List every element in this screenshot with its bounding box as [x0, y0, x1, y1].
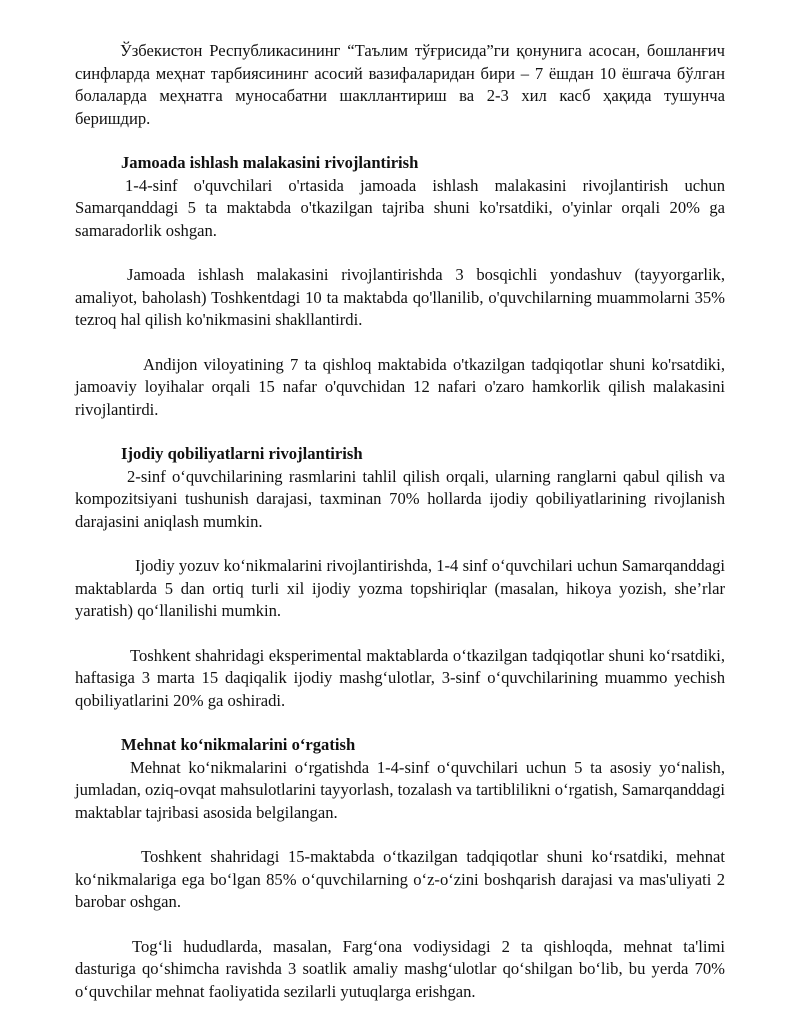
- spacer: [75, 712, 725, 734]
- spacer: [75, 914, 725, 936]
- paragraph: 1-4-sinf o'quvchilari o'rtasida jamoada ishlash malakasini rivojlantirish uchun Samarqanddagi 5 ta maktabda o'tkazilgan tajriba shuni ko'rsatdiki, o'yinlar orqali 20% ga samaradorlik oshgan.: [75, 175, 725, 240]
- section-heading-teamwork: Jamoada ishlash malakasini rivojlantirish: [121, 153, 419, 172]
- document-page: [75, 40, 725, 1003]
- spacer: [75, 332, 725, 354]
- spacer: [75, 130, 725, 152]
- spacer: [75, 421, 725, 443]
- spacer: [75, 533, 725, 555]
- spacer: [75, 242, 725, 264]
- paragraph: Ijodiy yozuv ko‘nikmalarini rivojlantirishda, 1-4 sinf o‘quvchilari uchun Samarqanddagi maktablarda 5 dan ortiq turli xil ijodiy yozma topshiriqlar (masalan, hikoya yozish, she’rlar yaratish) qo‘llanilishi mumkin.: [75, 556, 725, 620]
- section-heading-creativity: Ijodiy qobiliyatlarni rivojlantirish: [121, 444, 363, 463]
- spacer: [75, 824, 725, 846]
- section-heading-labor-skills: Mehnat ko‘nikmalarini o‘rgatish: [121, 735, 356, 754]
- spacer: [75, 623, 725, 645]
- paragraph: Mehnat ko‘nikmalarini o‘rgatishda 1-4-sinf o‘quvchilari uchun 5 ta asosiy yo‘nalish, jumladan, oziq-ovqat mahsulotlarini tayyorlash, tozalash va tartiblilikni o‘rgatish, Samarqanddagi maktablar tajribasi asosida belgilangan.: [75, 757, 725, 822]
- paragraph: Toshkent shahridagi 15-maktabda o‘tkazilgan tadqiqotlar shuni ko‘rsatdiki, mehnat ko‘nikmalariga ega bo‘lgan 85% o‘quvchilarning o‘z-o‘zini boshqarish darajasi va mas'uliyati 2 barobar oshgan.: [75, 847, 725, 911]
- paragraph: Jamoada ishlash malakasini rivojlantirishda 3 bosqichli yondashuv (tayyorgarlik, amaliyot, baholash) Toshkentdagi 10 ta maktabda qo'llanilib, o'quvchilarning muammolarni 35% tezroq hal qilish ko'nikmasini shakllantirdi.: [75, 265, 725, 329]
- paragraph: 2-sinf o‘quvchilarining rasmlarini tahlil qilish orqali, ularning ranglarni qabul qilish va kompozitsiyani tushunish darajasi, taxminan 70% hollarda ijodiy qobiliyatlarining rivojlanish darajasini aniqlash mumkin.: [75, 466, 725, 531]
- paragraph: Toshkent shahridagi eksperimental maktablarda o‘tkazilgan tadqiqotlar shuni ko‘rsatdiki, haftasiga 3 marta 15 daqiqalik ijodiy mashg‘ulotlar, 3-sinf o‘quvchilarining muammo yechish qobiliyatlarini 20% ga oshiradi.: [75, 645, 725, 710]
- paragraph: Tog‘li hududlarda, masalan, Farg‘ona vodiysidagi 2 ta qishloqda, mehnat ta'limi dasturiga qo‘shimcha ravishda 3 soatlik amaliy mashg‘ulotlar qo‘shilgan bo‘lib, bu yerda 70% o‘quvchilar mehnat faoliyatida sezilarli yutuqlarga erishgan.: [75, 936, 725, 1001]
- intro-paragraph: Ўзбекистон Республикасининг “Таълим тўғрисида”ги қонунига асосан, бошланғич синфларда меҳнат тарбиясининг асосий вазифаларидан бири – 7 ёшдан 10 ёшгача бўлган болаларда меҳнатга муносабатни шакллантириш ва 2-3 хил касб ҳақида тушунча беришдир.: [75, 41, 725, 128]
- paragraph: Andijon viloyatining 7 ta qishloq maktabida o'tkazilgan tadqiqotlar shuni ko'rsatdiki, jamoaviy loyihalar orqali 15 nafar o'quvchidan 12 nafari o'zaro hamkorlik qilish malakasini rivojlantirdi.: [75, 354, 725, 419]
